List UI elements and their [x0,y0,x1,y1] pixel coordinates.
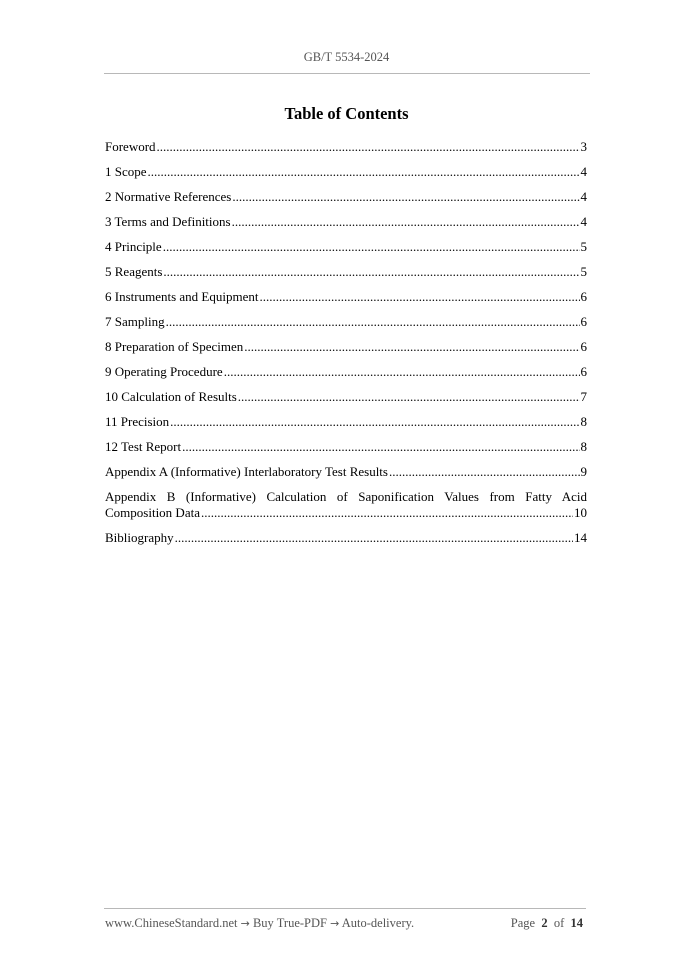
toc-entry-page: 3 [580,139,587,154]
toc-entry-label: 12 Test Report [105,439,182,454]
toc-entry-page: 7 [580,389,587,404]
dot-leader [166,314,580,330]
toc-entry-test-report[interactable] [105,439,587,464]
toc-entry-bibliography[interactable] [105,530,587,555]
toc-entry-page: 5 [580,239,587,254]
toc-entry-page: 8 [580,414,587,429]
running-header: GB/T 5534-2024 [303,50,390,64]
toc-entry-foreword[interactable] [105,139,587,164]
page-number [511,916,583,931]
toc-entry-label: 1 Scope [105,164,147,179]
toc-entry-appendix-a[interactable] [105,464,587,489]
toc-entry-appendix-b[interactable] [105,489,587,521]
toc-entry-label: 11 Precision [105,414,170,429]
total-pages: 14 [570,916,583,930]
toc-entry-label: 9 Operating Procedure [105,364,223,379]
toc-entry-procedure[interactable] [105,364,587,389]
toc-entry-reagents[interactable] [105,264,587,289]
dot-leader [163,239,580,255]
toc-entry-label: 2 Normative References [105,189,232,204]
header-divider [104,73,590,74]
toc-entry-label: 4 Principle [105,239,162,254]
toc-entry-label: Appendix B (Informative) Calculation of Saponification Values from Fatty Acid [105,489,587,504]
dot-leader [232,189,579,205]
toc-entry-page: 4 [580,214,587,229]
site-link[interactable]: www.ChineseStandard.net [105,916,238,930]
toc-entry-principle[interactable] [105,239,587,264]
of-word: of [553,916,565,930]
arrow-right-icon: → [240,917,250,930]
page-word: Page [510,916,536,930]
toc-entry-page: 6 [580,364,587,379]
footer-links [105,916,414,931]
toc-entry-label: Appendix A (Informative) Interlaboratory Test Results [105,464,388,479]
toc-entry-preparation[interactable] [105,339,587,364]
dot-leader [175,530,573,546]
page-footer [105,916,587,934]
toc-entry-page: 14 [574,530,587,545]
footer-divider [104,908,586,909]
auto-delivery-text: Auto-delivery. [341,916,415,930]
dot-leader [232,214,580,230]
dot-leader [157,139,580,155]
toc-entry-label: Bibliography [105,530,174,545]
toc-entry-page: 8 [580,439,587,454]
dot-leader [224,364,580,380]
toc-entry-page: 6 [580,289,587,304]
dot-leader [182,439,579,455]
dot-leader [170,414,579,430]
toc-entry-scope[interactable] [105,164,587,189]
toc-entry-page: 10 [574,505,587,520]
dot-leader [389,464,580,480]
toc-entry-calculation[interactable] [105,389,587,414]
current-page: 2 [541,916,548,930]
toc-entry-page: 5 [580,264,587,279]
toc-entry-label: 7 Sampling [105,314,165,329]
toc-entry-page: 4 [580,164,587,179]
dot-leader [238,389,580,405]
toc-entry-label: Composition Data [105,505,200,520]
toc-entry-instruments[interactable] [105,289,587,314]
toc-entry-page: 6 [580,314,587,329]
toc-entry-label: Foreword [105,139,156,154]
toc-entry-terms-definitions[interactable] [105,214,587,239]
toc-entry-label: 5 Reagents [105,264,163,279]
dot-leader [148,164,580,180]
buy-pdf-link[interactable]: Buy True-PDF [252,916,327,930]
toc-entry-page: 4 [580,189,587,204]
toc-entry-precision[interactable] [105,414,587,439]
dot-leader [244,339,579,355]
dot-leader [201,505,573,521]
dot-leader [259,289,579,305]
dot-leader [163,264,579,280]
toc-entry-label: 8 Preparation of Specimen [105,339,244,354]
toc-entry-label-continued [105,505,587,521]
toc-entry-label: 6 Instruments and Equipment [105,289,259,304]
toc-entry-label: 10 Calculation of Results [105,389,237,404]
page-title: Table of Contents [284,104,409,123]
arrow-right-icon: → [330,917,340,930]
table-of-contents [105,139,587,555]
toc-entry-normative-references[interactable] [105,189,587,214]
toc-entry-label: 3 Terms and Definitions [105,214,231,229]
toc-entry-page: 6 [580,339,587,354]
toc-entry-sampling[interactable] [105,314,587,339]
toc-entry-page: 9 [580,464,587,479]
